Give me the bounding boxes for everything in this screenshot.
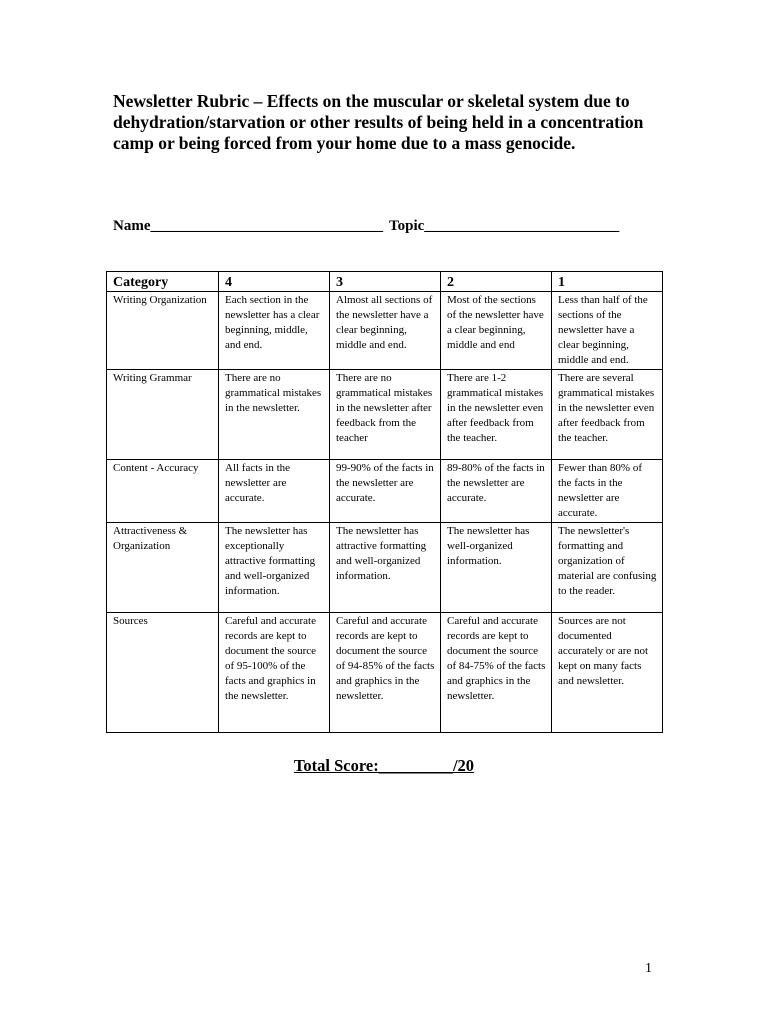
criteria-cell: The newsletter has exceptionally attractive formatting and well-organized information. [219, 523, 330, 613]
header-score-1: 1 [552, 272, 663, 292]
criteria-cell: There are several grammatical mistakes in the newsletter even after feedback from the teacher. [552, 370, 663, 460]
topic-blank: __________________________ [424, 218, 620, 234]
criteria-cell: Careful and accurate records are kept to document the source of 94-85% of the facts and graphics in the newsletter. [330, 613, 441, 733]
category-cell: Sources [107, 613, 219, 733]
category-cell: Writing Grammar [107, 370, 219, 460]
criteria-cell: 89-80% of the facts in the newsletter are accurate. [441, 460, 552, 523]
criteria-cell: Each section in the newsletter has a clear beginning, middle, and end. [219, 292, 330, 370]
criteria-cell: Less than half of the sections of the newsletter have a clear beginning, middle and end. [552, 292, 663, 370]
header-category: Category [107, 272, 219, 292]
header-score-4: 4 [219, 272, 330, 292]
name-field [113, 218, 383, 235]
criteria-cell: Almost all sections of the newsletter have a clear beginning, middle and end. [330, 292, 441, 370]
criteria-cell: Careful and accurate records are kept to document the source of 84-75% of the facts and graphics in the newsletter. [441, 613, 552, 733]
criteria-cell: There are no grammatical mistakes in the newsletter. [219, 370, 330, 460]
total-score-blank: _________ [378, 756, 453, 775]
total-score-max: /20 [452, 756, 475, 775]
criteria-cell: There are no grammatical mistakes in the newsletter after feedback from the teacher [330, 370, 441, 460]
table-row [107, 370, 663, 460]
header-score-3: 3 [330, 272, 441, 292]
criteria-cell: The newsletter has attractive formatting and well-organized information. [330, 523, 441, 613]
topic-label: Topic [389, 218, 425, 234]
rubric-table [106, 271, 663, 733]
criteria-cell: Most of the sections of the newsletter have a clear beginning, middle and end [441, 292, 552, 370]
criteria-cell: The newsletter's formatting and organization of material are confusing to the reader. [552, 523, 663, 613]
criteria-cell: There are 1-2 grammatical mistakes in the newsletter even after feedback from the teacher. [441, 370, 552, 460]
header-score-2: 2 [441, 272, 552, 292]
name-blank: _______________________________ [150, 218, 383, 234]
table-header-row [107, 272, 663, 292]
category-cell: Writing Organization [107, 292, 219, 370]
category-cell: Attractiveness & Organization [107, 523, 219, 613]
topic-field [389, 218, 619, 235]
page-number: 1 [645, 961, 652, 976]
name-label: Name [113, 218, 151, 234]
document-title: Newsletter Rubric – Effects on the muscular or skeletal system due to dehydration/starvation or other results of being held in a concentration camp or being forced from your home due to a mass genocide. [113, 91, 644, 153]
table-row [107, 292, 663, 370]
table-row [107, 613, 663, 733]
table-row [107, 523, 663, 613]
criteria-cell: 99-90% of the facts in the newsletter are accurate. [330, 460, 441, 523]
total-score-label: Total Score: [293, 756, 379, 775]
category-cell: Content - Accuracy [107, 460, 219, 523]
criteria-cell: Fewer than 80% of the facts in the newsletter are accurate. [552, 460, 663, 523]
criteria-cell: The newsletter has well-organized information. [441, 523, 552, 613]
criteria-cell: Sources are not documented accurately or are not kept on many facts and newsletter. [552, 613, 663, 733]
table-row [107, 460, 663, 523]
criteria-cell: Careful and accurate records are kept to document the source of 95-100% of the facts and graphics in the newsletter. [219, 613, 330, 733]
total-score [0, 756, 768, 776]
criteria-cell: All facts in the newsletter are accurate. [219, 460, 330, 523]
